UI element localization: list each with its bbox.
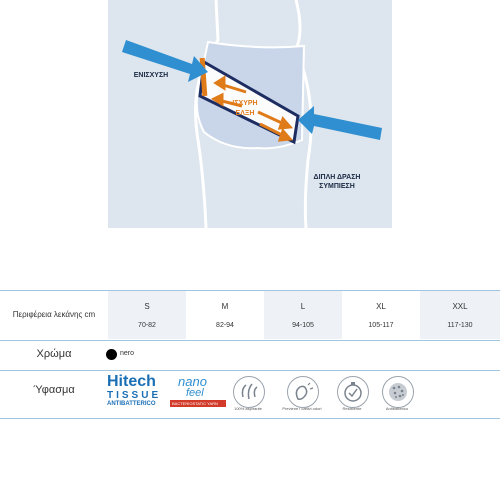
bacteriostatic-logo-text: BACTERIOSTATIC YARN: [170, 400, 226, 407]
size-label: L: [300, 302, 306, 311]
size-range: 105-117: [368, 322, 394, 329]
size-column-xl: [342, 291, 420, 339]
feel-logo-text: feel: [186, 387, 204, 399]
hitech-tissue-logo: [107, 374, 167, 414]
size-label: XL: [376, 302, 386, 311]
size-row-label: Περιφέρεια λεκάνης cm: [12, 310, 96, 319]
resistant-icon: [337, 376, 369, 408]
size-column-xxl: [420, 291, 500, 339]
size-range: 117-130: [447, 322, 473, 329]
label-strong-traction-1: ΙΣΧΥΡΗ: [232, 100, 258, 107]
size-range: 94-105: [292, 322, 314, 329]
resistant-caption: Resistente: [342, 406, 362, 411]
breathable-caption: 100% aspirante: [234, 406, 262, 411]
divider: [0, 418, 500, 419]
antibacterial-icon: [382, 376, 414, 408]
odor-caption: Previene i cattivi odori: [282, 406, 322, 411]
size-column-m: [186, 291, 264, 339]
divider: [0, 340, 500, 341]
antibacterial-caption: Antibatterico: [385, 406, 409, 411]
label-double-action-1: ΔΙΠΛΗ ΔΡΑΣΗ: [313, 174, 361, 181]
hitech-logo-text: Hitech: [107, 373, 156, 390]
nano-logo-text: nano: [178, 374, 207, 389]
tissue-logo-text: TISSUE: [107, 390, 162, 401]
antibatterico-logo-text: ANTIBATTERICO: [107, 401, 156, 407]
label-strong-traction-2: ΕΛΞΗ: [235, 110, 255, 117]
size-column-s: [108, 291, 186, 339]
size-label: S: [144, 302, 150, 311]
color-row-label: Χρώμα: [36, 348, 72, 360]
size-label: M: [221, 302, 229, 311]
size-range: 82-94: [216, 322, 234, 329]
label-reinforcement: ΕΝΙΣΧΥΣΗ: [133, 72, 169, 79]
odor-icon: [287, 376, 319, 408]
color-value: nero: [120, 350, 135, 357]
size-column-l: [264, 291, 342, 339]
nanofeel-logo: [170, 376, 226, 412]
size-range: 70-82: [138, 322, 156, 329]
divider: [0, 370, 500, 371]
breathable-icon: [233, 376, 265, 408]
product-diagram: [108, 0, 392, 228]
color-swatch: [106, 349, 117, 360]
fabric-row-label: Ύφασμα: [33, 384, 75, 396]
size-label: XXL: [452, 302, 468, 311]
label-double-action-2: ΣΥΜΠΙΕΣΗ: [319, 183, 355, 190]
